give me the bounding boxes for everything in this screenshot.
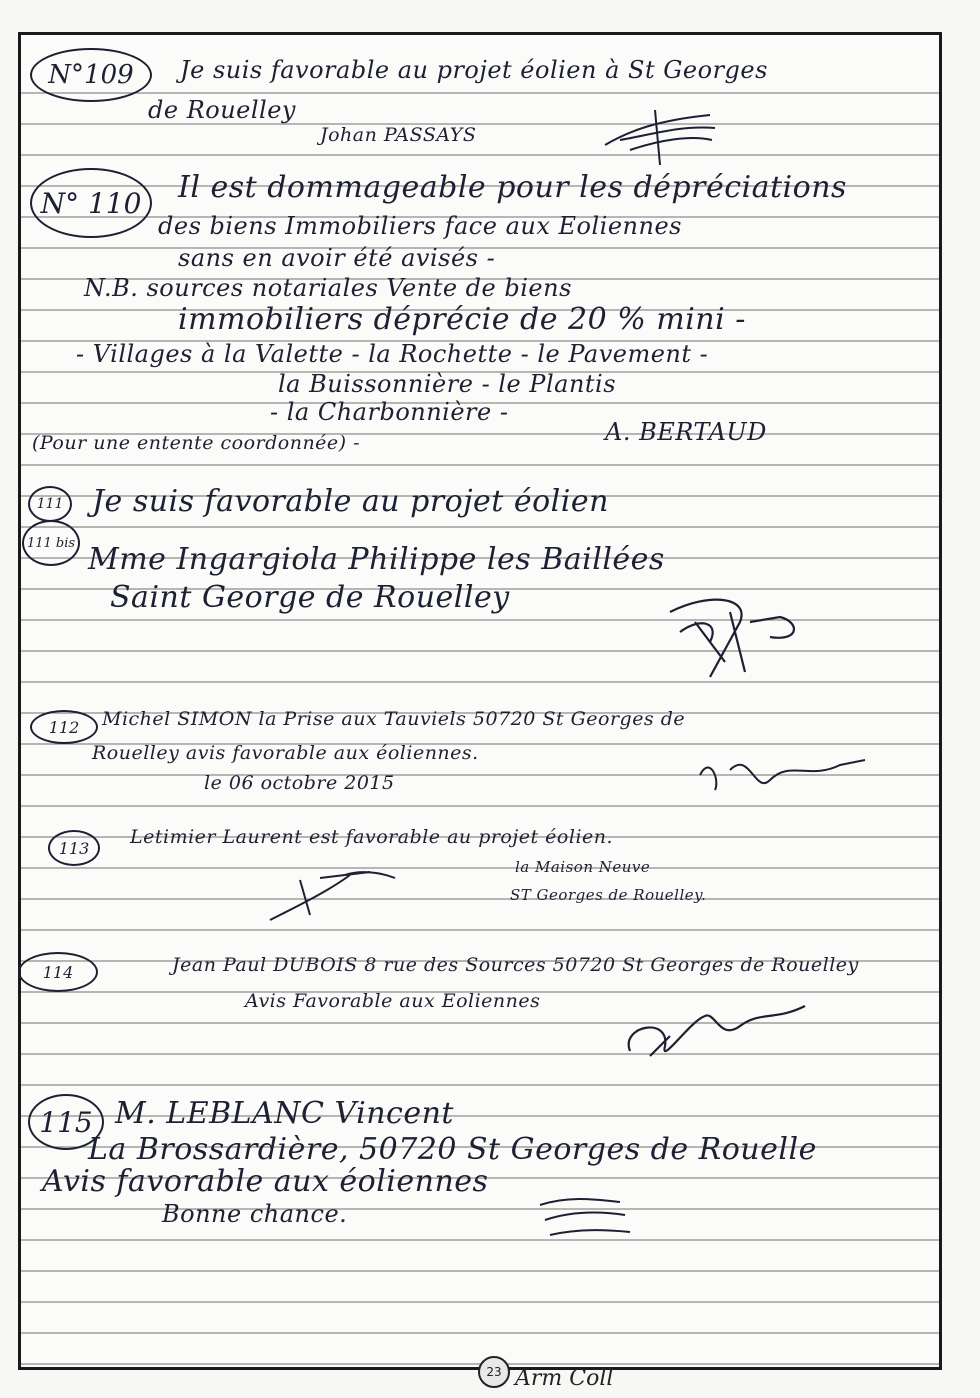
entry-113-address-2: ST Georges de Rouelley. [510, 886, 707, 904]
entry-110-name: A. BERTAUD [605, 418, 767, 446]
entry-number-114: 114 [18, 952, 98, 992]
entry-number-109: N°109 [30, 48, 152, 102]
entry-115-address: La Brossardière, 50720 St Georges de Rouelle [88, 1132, 817, 1167]
entry-113-address-1: la Maison Neuve [515, 858, 651, 876]
entry-110-text-1: Il est dommageable pour les dépréciations [178, 170, 847, 205]
page-stamp: 23 [478, 1356, 510, 1388]
entry-number-115: 115 [28, 1094, 104, 1150]
entry-number-113: 113 [48, 830, 100, 866]
entry-112-date: le 06 octobre 2015 [204, 772, 395, 794]
footer-note: Arm Coll [515, 1366, 614, 1391]
entry-number-112: 112 [30, 710, 98, 744]
entry-110-text-3: sans en avoir été avisés - [178, 244, 496, 272]
entry-109-text: Je suis favorable au projet éolien à St Georges [180, 56, 768, 84]
entry-111-text-3: Saint George de Rouelley [110, 580, 510, 615]
signature-112 [690, 740, 870, 800]
signature-114 [610, 996, 810, 1076]
signature-113 [260, 860, 400, 930]
entry-112-text-1: Michel SIMON la Prise aux Tauviels 50720 St Georges de [102, 708, 686, 730]
entry-110-text-9: (Pour une entente coordonnée) - [32, 432, 361, 454]
entry-111-text-1: Je suis favorable au projet éolien [92, 484, 609, 519]
entry-110-text-2: des biens Immobiliers face aux Eoliennes [158, 212, 682, 240]
entry-115-closing: Bonne chance. [162, 1200, 348, 1228]
entry-110-text-8: - la Charbonnière - [270, 398, 509, 426]
entry-number-111-bis: 111 bis [22, 520, 80, 566]
entry-110-text-5: immobiliers déprécie de 20 % mini - [178, 302, 746, 337]
entry-110-text-4: N.B. sources notariales Vente de biens [84, 274, 572, 302]
entry-113-text-1: Letimier Laurent est favorable au projet éolien. [130, 826, 614, 848]
signature-115 [530, 1190, 640, 1250]
entry-115-name: M. LEBLANC Vincent [115, 1096, 454, 1131]
entry-109-name: Johan PASSAYS [320, 124, 477, 146]
entry-109-text-2: de Rouelley [148, 96, 296, 124]
entry-115-text: Avis favorable aux éoliennes [42, 1164, 489, 1199]
entry-number-110: N° 110 [30, 168, 152, 238]
entry-110-text-7: la Buissonnière - le Plantis [278, 370, 617, 398]
entry-114-text-2: Avis Favorable aux Eoliennes [245, 990, 541, 1012]
entry-112-text-2: Rouelley avis favorable aux éoliennes. [92, 742, 479, 764]
entry-111-text-2: Mme Ingargiola Philippe les Baillées [88, 542, 665, 577]
entry-number-111: 111 [28, 486, 72, 522]
entry-110-text-6: - Villages à la Valette - la Rochette - le Pavement - [76, 340, 709, 368]
signature-109 [600, 100, 720, 170]
signature-111 [650, 582, 810, 682]
entry-114-text-1: Jean Paul DUBOIS 8 rue des Sources 50720 St Georges de Rouelley [172, 954, 859, 976]
